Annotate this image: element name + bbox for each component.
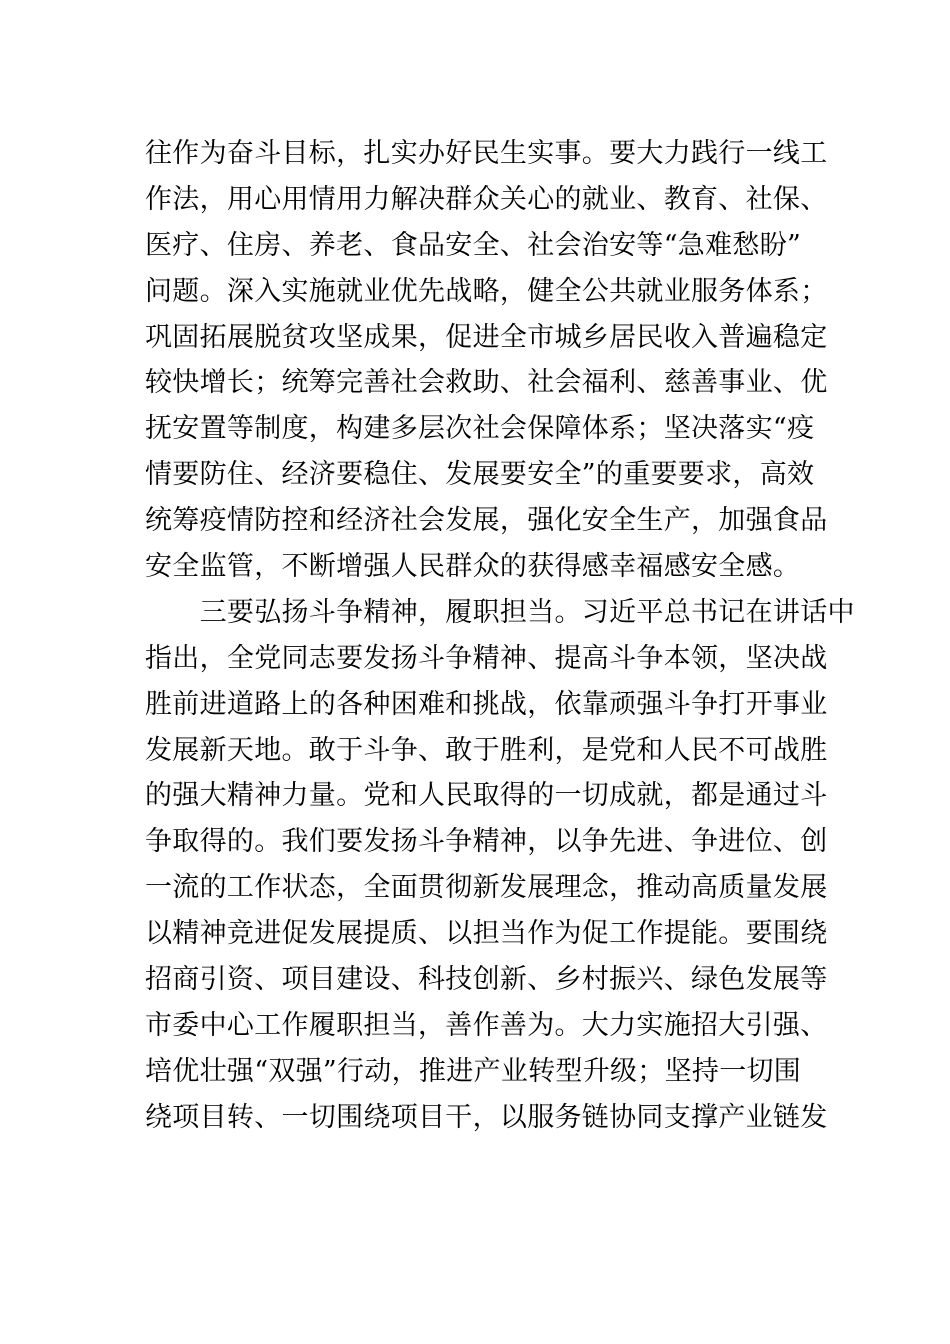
text-line: 发展新天地。敢于斗争、敢于胜利，是党和人民不可战胜 xyxy=(145,734,828,766)
text-line: 统筹疫情防控和经济社会发展，强化安全生产，加强食品 xyxy=(145,505,828,537)
text-line: 招商引资、项目建设、科技创新、乡村振兴、绿色发展等 xyxy=(145,964,828,996)
text-line: 安全监管，不断增强人民群众的获得感幸福感安全感。 xyxy=(145,551,801,583)
text-line: 培优壮强“双强”行动，推进产业转型升级；坚持一切围 xyxy=(145,1055,802,1087)
text-line: 较快增长；统筹完善社会救助、社会福利、慈善事业、优 xyxy=(145,367,828,399)
paragraph-start-line: 三要弘扬斗争精神，履职担当。习近平总书记在讲话中 xyxy=(145,596,855,628)
text-line: 问题。深入实施就业优先战略，健全公共就业服务体系； xyxy=(145,275,828,307)
text-line: 医疗、住房、养老、食品安全、社会治安等“急难愁盼” xyxy=(145,229,802,261)
text-line: 情要防住、经济要稳住、发展要安全”的重要要求，高效 xyxy=(145,459,815,491)
text-line: 市委中心工作履职担当，善作善为。大力实施招大引强、 xyxy=(145,1009,828,1041)
text-line: 胜前进道路上的各种困难和挑战，依靠顽强斗争打开事业 xyxy=(145,688,828,720)
text-line: 指出，全党同志要发扬斗争精神、提高斗争本领，坚决战 xyxy=(145,642,828,674)
text-line: 往作为奋斗目标，扎实办好民生实事。要大力践行一线工 xyxy=(145,138,828,169)
body-text xyxy=(145,131,855,1141)
text-line: 作法，用心用情用力解决群众关心的就业、教育、社保、 xyxy=(145,183,828,215)
text-line: 巩固拓展脱贫攻坚成果，促进全市城乡居民收入普遍稳定 xyxy=(145,321,828,353)
text-line: 争取得的。我们要发扬斗争精神，以争先进、争进位、创 xyxy=(145,826,828,858)
text-line: 的强大精神力量。党和人民取得的一切成就，都是通过斗 xyxy=(145,780,828,812)
text-line: 以精神竞进促发展提质、以担当作为促工作提能。要围绕 xyxy=(145,918,828,950)
text-line: 抚安置等制度，构建多层次社会保障体系；坚决落实“疫 xyxy=(145,413,815,445)
text-line: 一流的工作状态，全面贯彻新发展理念，推动高质量发展 xyxy=(145,872,828,904)
text-line: 绕项目转、一切围绕项目干，以服务链协同支撑产业链发 xyxy=(145,1101,828,1133)
